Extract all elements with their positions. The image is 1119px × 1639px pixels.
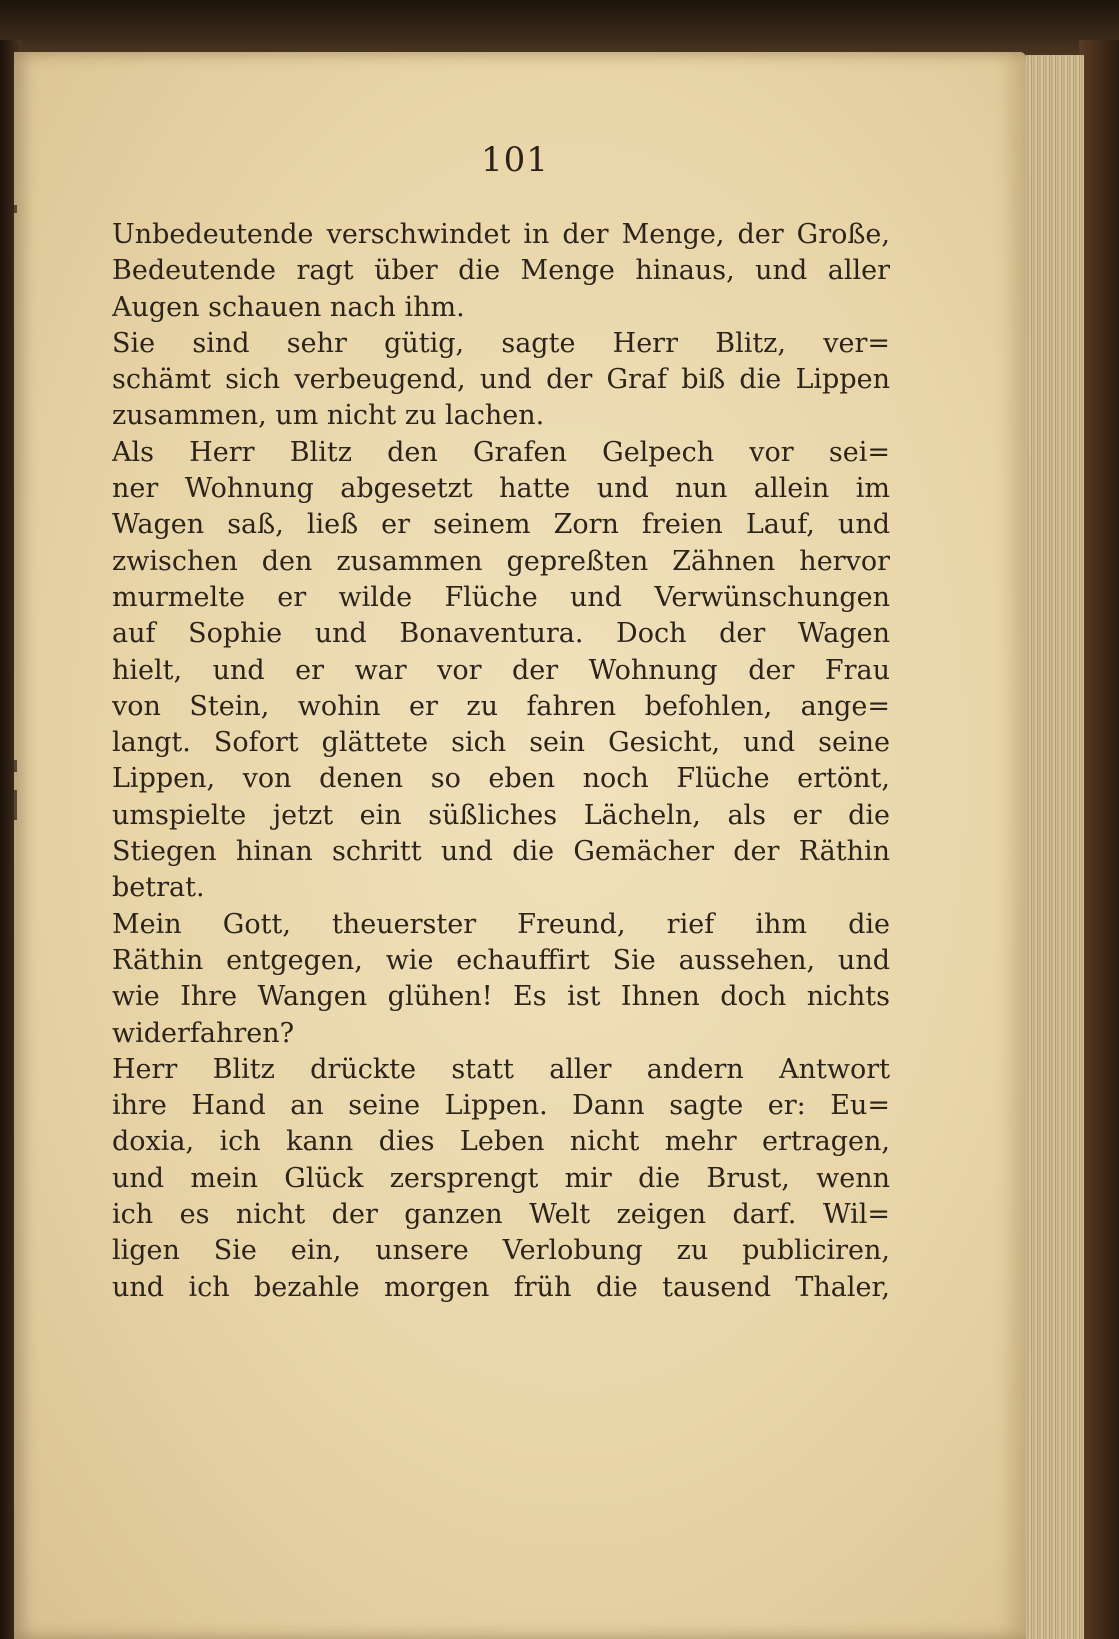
text-line: von Stein, wohin er zu fahren befohlen, ange=: [112, 690, 890, 722]
text-line: Mein Gott, theuerster Freund, rief ihm die: [112, 908, 890, 940]
text-line: Räthin entgegen, wie echauffirt Sie aussehen, und: [112, 944, 890, 976]
text-line: Als Herr Blitz den Grafen Gelpech vor sei=: [112, 436, 890, 468]
text-line: zusammen, um nicht zu lachen.: [112, 400, 545, 432]
text-line: hielt, und er war vor der Wohnung der Frau: [112, 654, 890, 686]
text-line: ner Wohnung abgesetzt hatte und nun allein im: [112, 473, 890, 505]
page-number: 101: [481, 140, 549, 180]
text-line: Bedeutende ragt über die Menge hinaus, und aller: [112, 255, 890, 287]
text-line: doxia, ich kann dies Leben nicht mehr ertragen,: [112, 1126, 890, 1158]
gutter-mark: [14, 205, 17, 213]
body-text: [112, 217, 890, 1306]
text-line: widerfahren?: [112, 1017, 295, 1049]
gutter-mark: [14, 760, 17, 772]
text-line: Lippen, von denen so eben noch Flüche ertönt,: [112, 763, 890, 795]
text-line: umspielte jetzt ein süßliches Lächeln, als er die: [112, 799, 890, 831]
book-cover-right: [1079, 40, 1119, 1639]
text-line: wie Ihre Wangen glühen! Es ist Ihnen doch nichts: [112, 981, 890, 1013]
text-line: Stiegen hinan schritt und die Gemächer der Räthin: [112, 836, 890, 868]
text-line: und ich bezahle morgen früh die tausend Thaler,: [112, 1271, 890, 1303]
text-line: und mein Glück zersprengt mir die Brust, wenn: [112, 1162, 890, 1194]
text-line: langt. Sofort glättete sich sein Gesicht, und seine: [112, 727, 890, 759]
text-line: Augen schauen nach ihm.: [112, 291, 465, 323]
text-line: auf Sophie und Bonaventura. Doch der Wagen: [112, 618, 890, 650]
text-line: ich es nicht der ganzen Welt zeigen darf. Wil=: [112, 1199, 890, 1231]
text-line: ihre Hand an seine Lippen. Dann sagte er: Eu=: [112, 1090, 890, 1122]
text-line: betrat.: [112, 872, 205, 904]
text-line: murmelte er wilde Flüche und Verwünschungen: [112, 581, 890, 613]
page-edges: [1025, 55, 1084, 1639]
text-line: ligen Sie ein, unsere Verlobung zu publiciren,: [112, 1235, 890, 1267]
text-line: Sie sind sehr gütig, sagte Herr Blitz, ver=: [112, 327, 890, 359]
gutter-mark: [14, 790, 17, 820]
text-line: zwischen den zusammen gepreßten Zähnen hervor: [112, 545, 890, 577]
text-line: Wagen saß, ließ er seinem Zorn freien Lauf, und: [112, 509, 890, 541]
text-line: schämt sich verbeugend, und der Graf biß die Lippen: [112, 364, 890, 396]
text-line: Unbedeutende verschwindet in der Menge, der Große,: [112, 219, 890, 250]
text-line: Herr Blitz drückte statt aller andern Antwort: [112, 1053, 890, 1085]
